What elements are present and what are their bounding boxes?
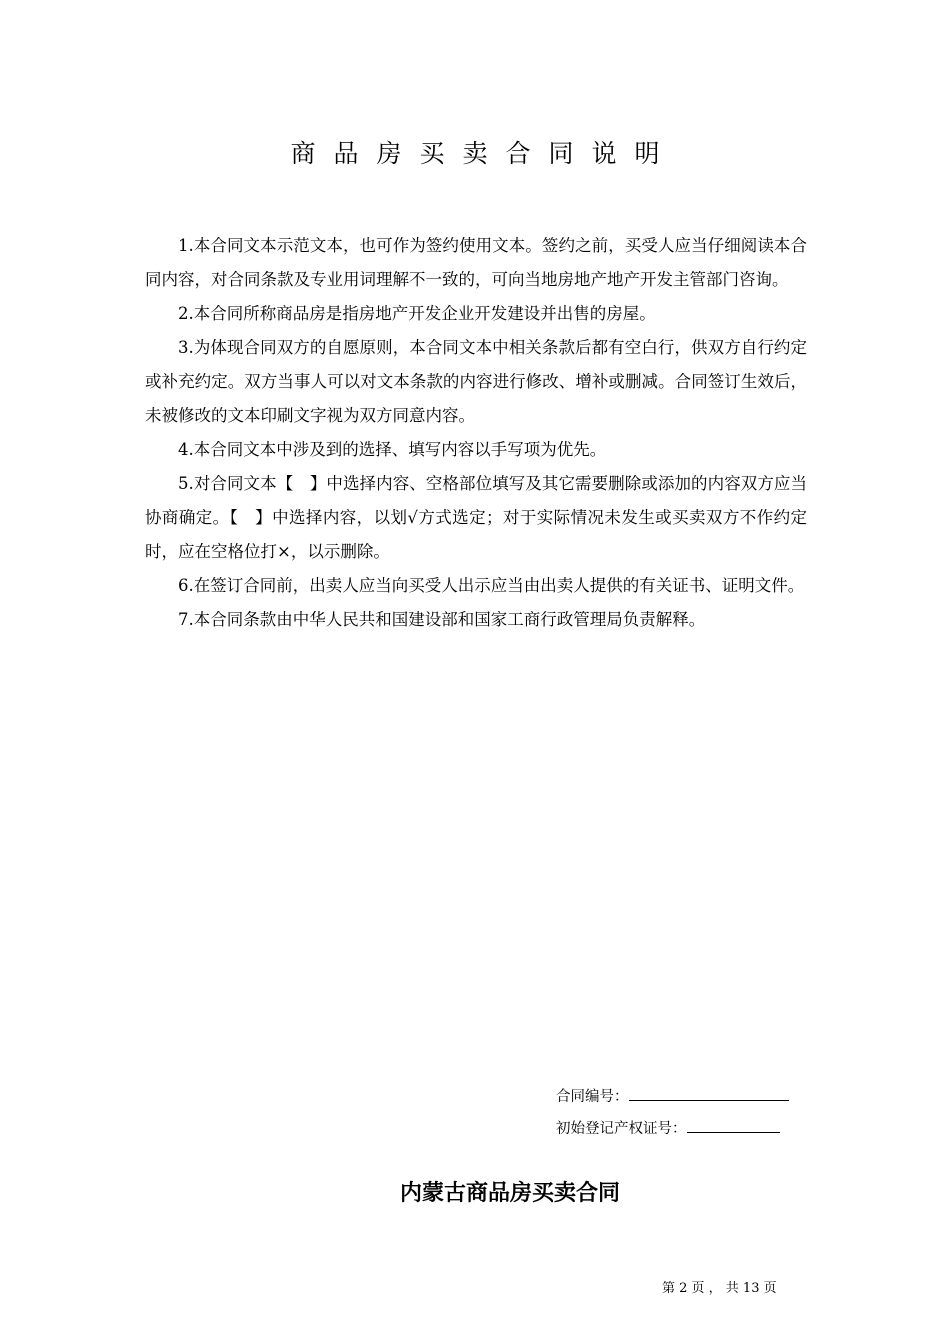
- instructions-body: [145, 229, 807, 637]
- contract-title: 内蒙古商品房买卖合同: [399, 1180, 620, 1206]
- instruction-paragraph-4: 4.本合同文本中涉及到的选择、填写内容以手写项为优先。: [178, 440, 607, 459]
- instruction-paragraph-6: 6.在签订合同前，出卖人应当向买受人出示应当由出卖人提供的有关证书、证明文件。: [178, 576, 805, 595]
- contract-number-label: 合同编号：: [556, 1089, 629, 1105]
- page-footer: 第 2 页 ， 共 13 页: [662, 1281, 777, 1296]
- property-cert-row: [556, 1118, 816, 1139]
- property-cert-blank: [687, 1118, 780, 1133]
- instruction-paragraph-7: 7.本合同条款由中华人民共和国建设部和国家工商行政管理局负责解释。: [178, 610, 706, 629]
- instruction-paragraph-5: 5.对合同文本【 】中选择内容、空格部位填写及其它需要删除或添加的内容双方应当协商确定。【 】中选择内容，以划√方式选定；对于实际情况未发生或买卖双方不作约定时，应在空格位打×，以示删除。: [145, 474, 807, 561]
- contract-number-row: [556, 1086, 816, 1107]
- instruction-paragraph-2: 2.本合同所称商品房是指房地产开发企业开发建设并出售的房屋。: [178, 304, 656, 323]
- instruction-paragraph-3: 3.为体现合同双方的自愿原则，本合同文本中相关条款后都有空白行，供双方自行约定或补充约定。双方当事人可以对文本条款的内容进行修改、增补或删减。合同签订生效后，未被修改的文本印刷文字视为双方同意内容。: [145, 338, 807, 425]
- contract-number-blank: [629, 1086, 789, 1101]
- page-title: 商品房买卖合同说明: [290, 139, 678, 168]
- property-cert-label: 初始登记产权证号：: [556, 1121, 687, 1137]
- instruction-paragraph-1: 1.本合同文本示范文本，也可作为签约使用文本。签约之前，买受人应当仔细阅读本合同内容，对合同条款及专业用词理解不一致的，可向当地房地产地产开发主管部门咨询。: [145, 236, 807, 289]
